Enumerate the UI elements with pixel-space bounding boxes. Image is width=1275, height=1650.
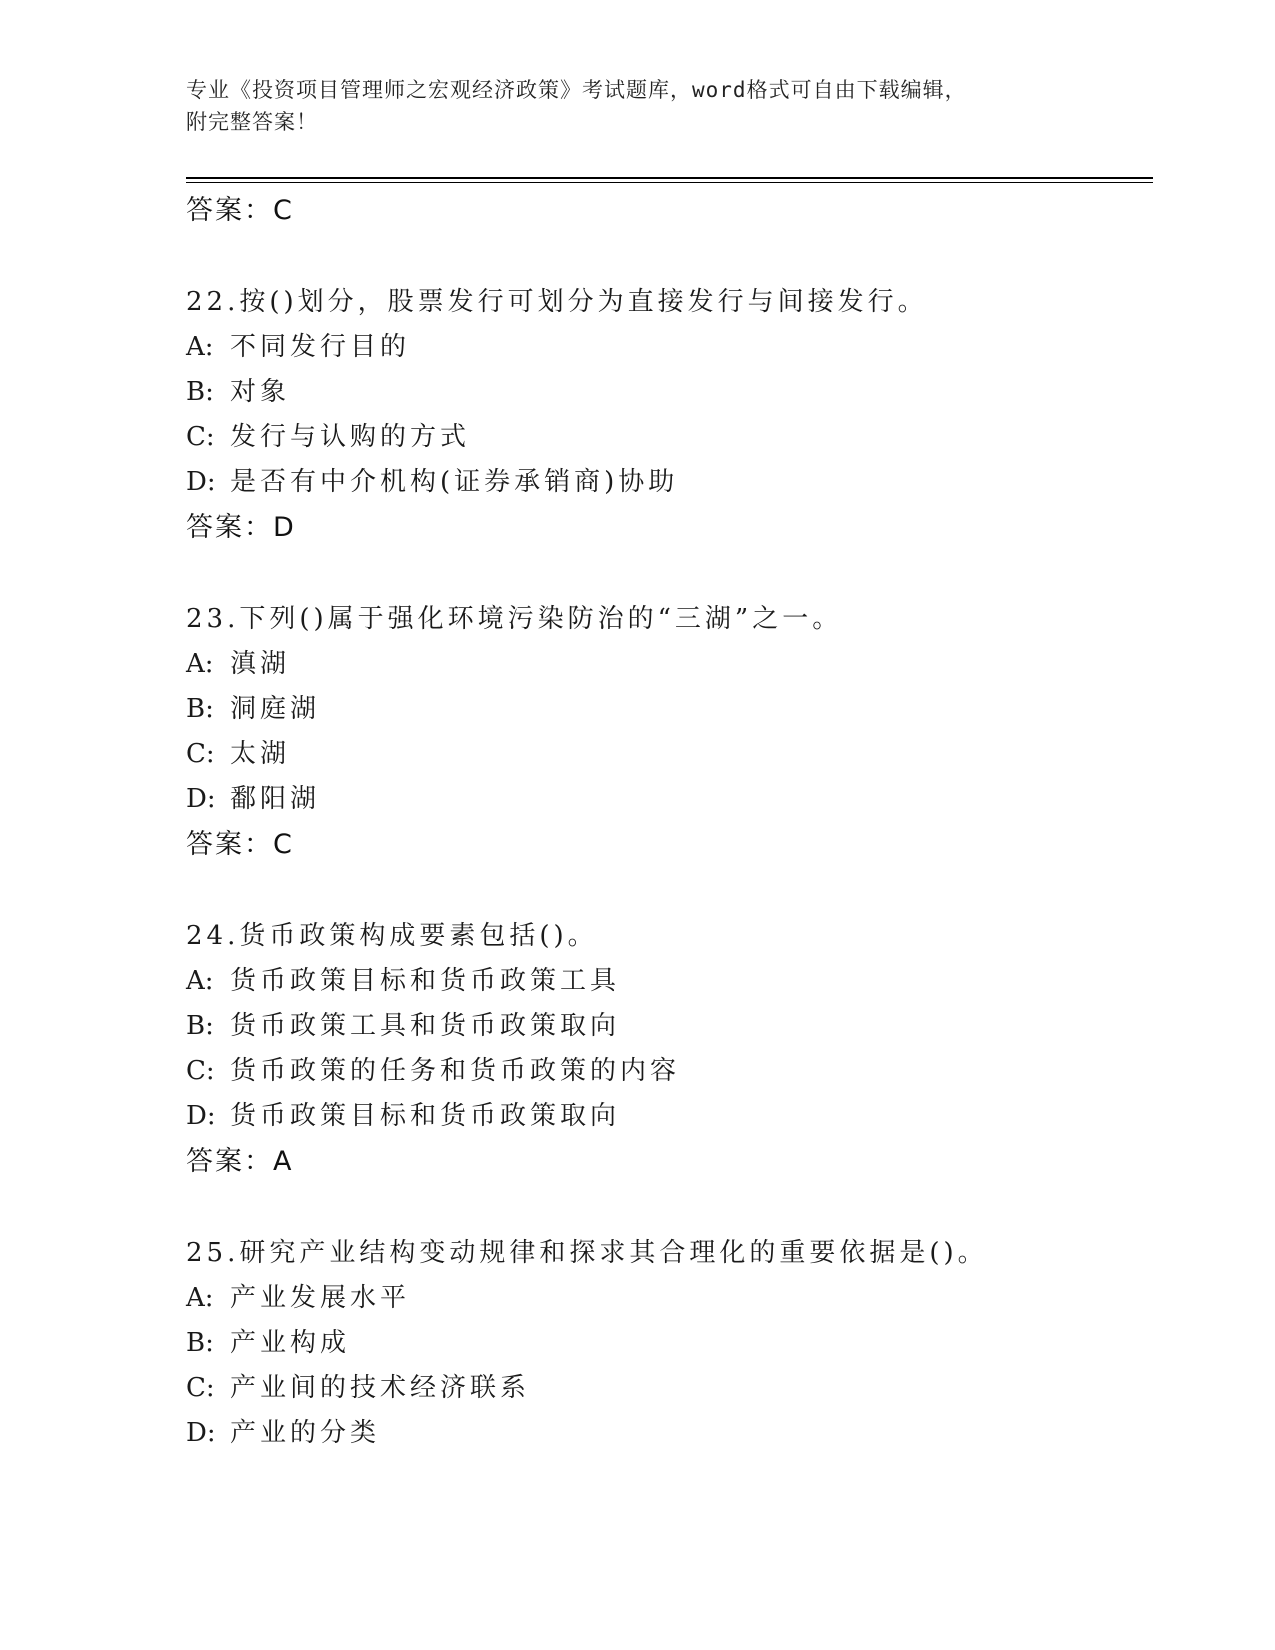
option-c: C: 发行与认购的方式 <box>186 422 471 452</box>
question-23 <box>186 597 1146 867</box>
option-b: B: 洞庭湖 <box>186 694 321 724</box>
option-c: C: 产业间的技术经济联系 <box>186 1373 531 1403</box>
option-d: D: 是否有中介机构(证券承销商)协助 <box>186 467 679 497</box>
option-a: A: 货币政策目标和货币政策工具 <box>186 966 621 996</box>
option-b: B: 产业构成 <box>186 1328 351 1358</box>
option-c: C: 货币政策的任务和货币政策的内容 <box>186 1056 681 1086</box>
option-a: A: 产业发展水平 <box>186 1283 411 1313</box>
question-stem: 24.货币政策构成要素包括()。 <box>186 921 598 951</box>
option-b: B: 货币政策工具和货币政策取向 <box>186 1011 621 1041</box>
question-stem: 25.研究产业结构变动规律和探求其合理化的重要依据是()。 <box>186 1238 988 1268</box>
question-25 <box>186 1231 1146 1456</box>
option-d: D: 货币政策目标和货币政策取向 <box>186 1101 621 1131</box>
option-c: C: 太湖 <box>186 739 291 769</box>
option-a: A: 不同发行目的 <box>186 332 411 362</box>
question-list <box>186 188 1146 1456</box>
question-24 <box>186 914 1146 1184</box>
question-stem: 23.下列()属于强化环境污染防治的“三湖”之一。 <box>186 604 843 634</box>
answer-line: 答案：A <box>186 1146 294 1177</box>
question-22 <box>186 280 1146 550</box>
answer-line: 答案：D <box>186 512 296 543</box>
header-divider-thin <box>186 182 1153 183</box>
option-d: D: 鄱阳湖 <box>186 784 321 814</box>
question-stem: 22.按()划分，股票发行可划分为直接发行与间接发行。 <box>186 287 928 317</box>
header-divider-thick <box>186 177 1153 179</box>
header-line-1: 专业《投资项目管理师之宏观经济政策》考试题库，word格式可自由下载编辑， <box>186 78 967 102</box>
option-a: A: 滇湖 <box>186 649 291 679</box>
document-header <box>186 74 1066 138</box>
option-d: D: 产业的分类 <box>186 1418 381 1448</box>
header-line-2: 附完整答案！ <box>186 110 318 134</box>
previous-answer: 答案：C <box>186 195 294 226</box>
option-b: B: 对象 <box>186 377 291 407</box>
answer-line: 答案：C <box>186 829 294 860</box>
